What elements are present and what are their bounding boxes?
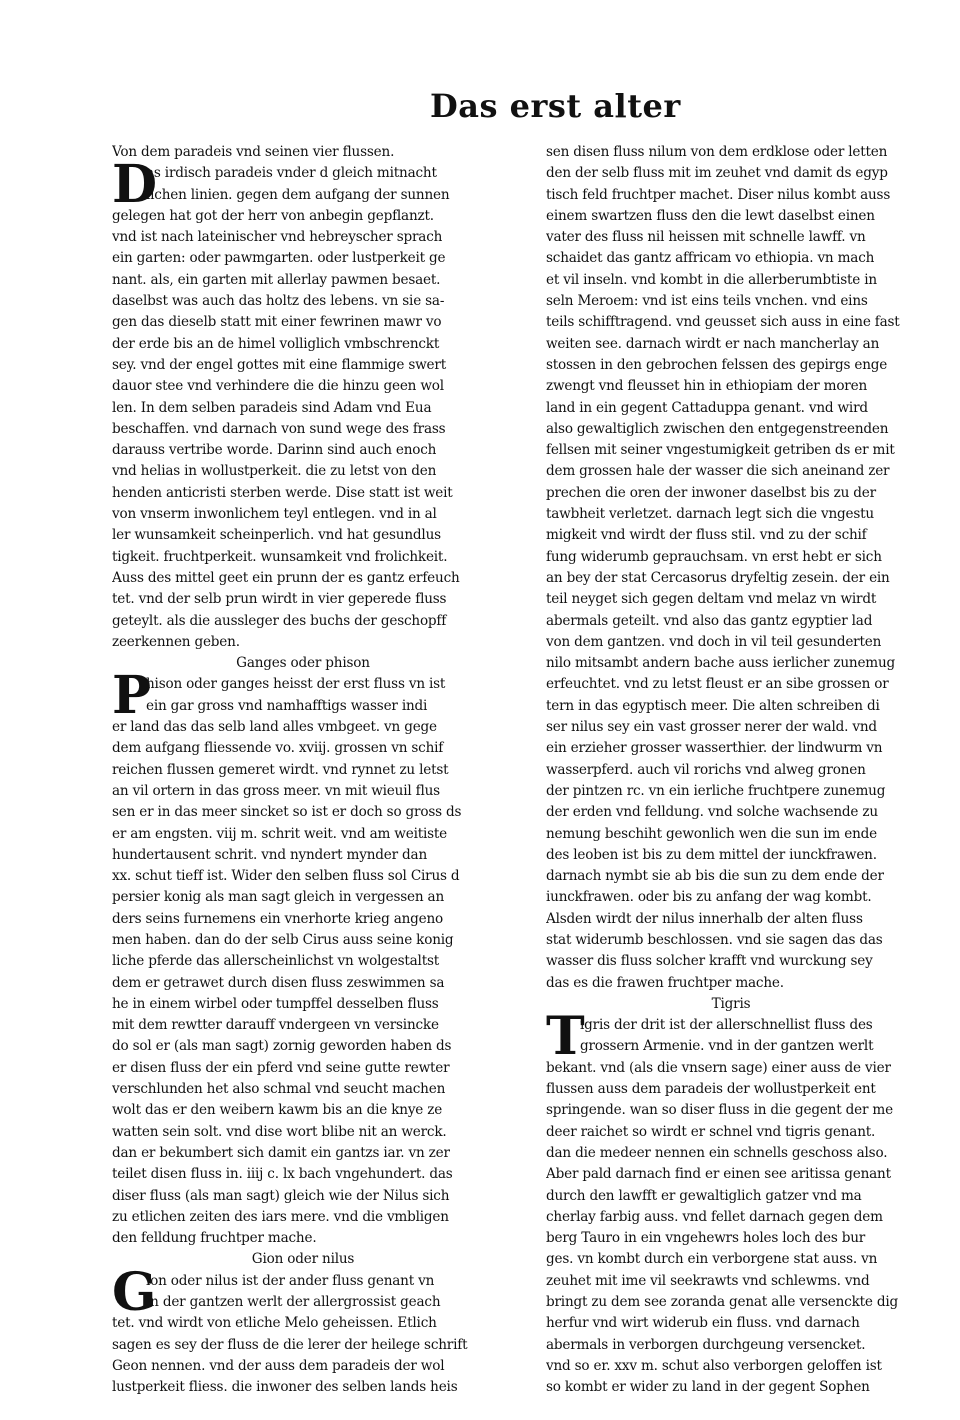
section-title: Von dem paradeis vnd seinen vier flussen. bbox=[112, 144, 395, 160]
text-line: dem aufgang fliessende vo. xviij. grossen vn schif bbox=[112, 740, 444, 757]
section-title: Ganges oder phison bbox=[236, 655, 370, 672]
text-line: einem swartzen fluss den die lewt daselbst einen bbox=[546, 207, 875, 224]
text-line: zeuhet mit ime vil seekrawts vnd schlewms. vnd bbox=[546, 1272, 870, 1289]
text-line: Alsden wirdt der nilus innerhalb der alten fluss bbox=[546, 910, 863, 927]
text-line: ders seins furnemens ein vnerhorte krieg angeno bbox=[112, 910, 444, 927]
text-line: sen er in das meer sincket so ist er doch so gross ds bbox=[112, 804, 462, 821]
drop-cap: D bbox=[112, 154, 157, 216]
text-line: vater des fluss nil heissen mit schnelle lawff. vn bbox=[546, 229, 866, 246]
text-line: nilo mitsambt andern bache auss ierlicher zunemug bbox=[546, 655, 896, 672]
text-line: fellsen mit seiner vngestumigkeit getriben ds er mit bbox=[546, 442, 895, 459]
text-line: teils schifftragend. vnd geusset sich auss in eine fast bbox=[546, 314, 900, 331]
text-line: men haben. dan do der selb Cirus auss seine konig bbox=[112, 931, 454, 948]
text-line: sen disen fluss nilum von dem erdklose oder letten bbox=[546, 144, 888, 160]
text-line: teilet disen fluss in. iiij c. lx bach vngehundert. das bbox=[112, 1166, 453, 1183]
text-line: tern in das egyptisch meer. Die alten schreiben di bbox=[546, 697, 880, 714]
text-line: migkeit vnd wirdt der fluss stil. vnd zu der schif bbox=[546, 527, 867, 544]
right-column bbox=[546, 142, 916, 1399]
text-line: ler wunsamkeit scheinperlich. vnd hat gesundlus bbox=[112, 527, 441, 544]
text-line: hison oder ganges heisst der erst fluss vn ist bbox=[146, 676, 446, 693]
text-line: er am engsten. viij m. schrit weit. vnd am weitiste bbox=[112, 825, 448, 842]
paragraph bbox=[112, 665, 494, 1249]
text-line: iunckfrawen. oder bis zu anfang der wag kombt. bbox=[546, 889, 872, 906]
text-line: do sol er (als man sagt) zornig geworden haben ds bbox=[112, 1038, 452, 1055]
text-line: tisch feld fruchtper machet. Diser nilus kombt auss bbox=[546, 186, 891, 203]
text-line: darauss vertribe worde. Darinn sind auch enoch bbox=[112, 442, 437, 459]
text-line: gelegen hat got der herr von anbegin gepflanzt. bbox=[112, 207, 434, 224]
text-line: daselbst was auch das holtz des lebens. vn sie sa- bbox=[112, 293, 445, 310]
text-line: ein gar gross vnd namhafftigs wasser indi bbox=[146, 697, 428, 714]
text-line: stossen in den gebrochen felssen des gepirgs enge bbox=[546, 356, 888, 373]
text-line: dan er bekumbert sich damit ein gantzs iar. vn zer bbox=[112, 1144, 450, 1161]
text-line: deer raichet so wirdt er schnel vnd tigris genant. bbox=[546, 1123, 876, 1140]
text-line: tigkeit. fruchtperkeit. wunsamkeit vnd frolichkeit. bbox=[112, 548, 448, 565]
text-line: seln Meroem: vnd ist eins teils vnchen. vnd eins bbox=[546, 293, 868, 310]
text-line: fung widerumb geprauchsam. vn erst hebt er sich bbox=[546, 548, 882, 565]
text-line: et vil inseln. vnd kombt in die allerberumbtiste in bbox=[546, 271, 877, 288]
text-line: ges. vn kombt durch ein verborgene stat auss. vn bbox=[546, 1251, 878, 1268]
section-title: Gion oder nilus bbox=[251, 1251, 355, 1268]
text-line: watten sein solt. vnd dise wort blibe nit an werck. bbox=[112, 1123, 447, 1140]
text-line: bringt zu dem see zoranda genat alle versenckte dig bbox=[546, 1294, 898, 1311]
text-line: stat widerumb beschlossen. vnd sie sagen das das bbox=[546, 931, 883, 948]
text-line: reichen flussen gemeret wirdt. vnd rynnet zu letst bbox=[112, 761, 449, 778]
text-line: so kombt er wider zu land in der gegent Sophen bbox=[546, 1379, 870, 1396]
text-line: wasser dis fluss solcher krafft vnd wurckung sey bbox=[546, 953, 873, 970]
text-line: er land das das selb land alles vmbgeet. vn gege bbox=[112, 719, 437, 736]
text-line: an bey der stat Cercasorus dryfeltig zesein. der ein bbox=[546, 569, 890, 586]
text-line: von vnserm inwonlichem teyl entlegen. vnd in al bbox=[112, 506, 437, 523]
text-line: zu etlichen zeiten des iars mere. vnd die vmbligen bbox=[112, 1208, 449, 1225]
drop-cap: T bbox=[546, 1006, 585, 1068]
paragraph bbox=[112, 154, 494, 653]
paragraph bbox=[112, 1261, 494, 1399]
section-title: Tigris bbox=[711, 995, 751, 1012]
text-line: beschaffen. vnd darnach von sund wege des frass bbox=[112, 420, 446, 437]
text-line: persier konig als man sagt gleich in vergessen an bbox=[112, 889, 445, 906]
left-column bbox=[112, 142, 494, 1399]
text-line: liche pferde das allerscheinlichst vn wolgestaltst bbox=[112, 953, 439, 970]
text-line: sey. vnd der engel gottes mit eine flammige swert bbox=[112, 356, 446, 373]
text-line: vnd helias in wollustperkeit. die zu letst von den bbox=[112, 463, 437, 480]
text-line: igris der drit ist der allerschnellist fluss des bbox=[580, 1017, 873, 1034]
text-line: nemung beschiht gewonlich wen die sun im ende bbox=[546, 825, 877, 842]
text-line: bekant. vnd (als die vnsern sage) einer auss de vier bbox=[546, 1059, 891, 1076]
text-line: den der selb fluss mit im zeuhet vnd damit ds egyp bbox=[546, 165, 888, 182]
page-heading: Das erst alter bbox=[430, 87, 681, 125]
text-line: erfeuchtet. vnd zu letst fleust er an sibe grossen or bbox=[546, 676, 889, 693]
text-line: as irdisch paradeis vnder d gleich mitnacht bbox=[146, 165, 437, 182]
text-line: lustperkeit fliess. die inwoner des selben lands heis bbox=[112, 1379, 458, 1396]
text-line: cherlay farbig auss. vnd fellet darnach gegen dem bbox=[546, 1208, 883, 1225]
text-line: wolt das er den weibern kawm bis an die knye ze bbox=[112, 1102, 443, 1119]
text-line: prechen die oren der inwoner daselbst bis zu der bbox=[546, 484, 876, 501]
text-line: ein erzieher grosser wasserthier. der lindwurm vn bbox=[546, 740, 883, 757]
text-line: grossern Armenie. vnd in der gantzen werlt bbox=[580, 1038, 874, 1055]
text-line: das es die frawen fruchtper mache. bbox=[546, 974, 784, 991]
text-line: zeerkennen geben. bbox=[112, 633, 240, 650]
text-line: dem er getrawet durch disen fluss zeswimmen sa bbox=[112, 974, 445, 991]
text-line: xx. schut tieff ist. Wider den selben fluss sol Cirus d bbox=[112, 868, 460, 885]
text-line: vnd ist nach lateinischer vnd hebreyscher sprach bbox=[112, 229, 443, 246]
text-line: den felldung fruchtper mache. bbox=[112, 1230, 317, 1247]
text-line: Aber pald darnach find er einen see aritissa genant bbox=[546, 1166, 891, 1183]
text-line: der erden vnd felldung. vnd solche wachsende zu bbox=[546, 804, 878, 821]
text-line: Auss des mittel geet ein prunn der es gantz erfeuch bbox=[112, 569, 460, 586]
text-line: verschlunden het also schmal vnd seucht machen bbox=[112, 1081, 446, 1098]
text-line: zwengt vnd fleusset hin in ethiopiam der moren bbox=[546, 378, 867, 395]
text-line: schaidet das gantz affricam vo ethiopia. vn mach bbox=[546, 250, 875, 267]
text-line: in der gantzen werlt der allergrossist geach bbox=[146, 1294, 441, 1311]
text-line: berg Tauro in ein vngehewrs holes loch des bur bbox=[546, 1230, 866, 1247]
text-line: dan die medeer nennen ein schnells geschoss also. bbox=[546, 1144, 888, 1161]
text-line: weiten see. darnach wirdt er nach mancherlay an bbox=[546, 335, 880, 352]
text-line: er disen fluss der ein pferd vnd seine gutte rewter bbox=[112, 1059, 450, 1076]
text-line: nant. als, ein garten mit allerlay pawmen besaet. bbox=[112, 271, 441, 288]
text-line: dem grossen hale der wasser die sich aneinand zer bbox=[546, 463, 890, 480]
text-line: gen das dieselb statt mit einer fewrinen mawr vo bbox=[112, 314, 442, 331]
text-line: springende. wan so diser fluss in die gegent der me bbox=[546, 1102, 893, 1119]
text-line: hundertausent schrit. vnd nyndert mynder dan bbox=[112, 846, 428, 863]
text-line: vnd so er. xxv m. schut also verborgen geloffen ist bbox=[546, 1357, 882, 1374]
text-line: ion oder nilus ist der ander fluss genant vn bbox=[146, 1272, 435, 1289]
text-line: abermals geteilt. vnd also das gantz egyptier lad bbox=[546, 612, 873, 629]
text-line: an vil ortern in das gross meer. vn mit wieuil flus bbox=[112, 782, 440, 799]
text-line: ser nilus sey ein vast grosser nerer der wald. vnd bbox=[546, 719, 877, 736]
text-line: lichen linien. gegen dem aufgang der sunnen bbox=[146, 186, 450, 203]
text-line: dauor stee vnd verhindere die die hinzu geen wol bbox=[112, 378, 444, 395]
text-line: also gewaltiglich zwischen den entgegenstreenden bbox=[546, 420, 889, 437]
paragraph bbox=[546, 1006, 916, 1398]
text-line: sagen es sey der fluss de die lerer der heilege schrift bbox=[112, 1336, 468, 1353]
text-line: henden anticristi sterben werde. Dise statt ist weit bbox=[112, 484, 453, 501]
text-line: herfur vnd wirt widerub ein fluss. vnd darnach bbox=[546, 1315, 860, 1332]
text-line: durch den lawfft er gewaltiglich gatzer vnd ma bbox=[546, 1187, 862, 1204]
text-line: der pintzen rc. vn ein ierliche fruchtpere zunemug bbox=[546, 782, 886, 799]
text-line: he in einem wirbel oder tumpffel desselben fluss bbox=[112, 995, 439, 1012]
text-line: ein garten: oder pawmgarten. oder lustperkeit ge bbox=[112, 250, 446, 267]
text-line: mit dem rewtter darauff vndergeen vn versincke bbox=[112, 1017, 439, 1034]
text-line: land in ein gegent Cattaduppa genant. vnd wird bbox=[546, 399, 868, 416]
text-line: diser fluss (als man sagt) gleich wie der Nilus sich bbox=[112, 1187, 450, 1204]
drop-cap: P bbox=[112, 665, 151, 727]
text-line: wasserpferd. auch vil rorichs vnd alweg gronen bbox=[546, 761, 866, 778]
text-line: flussen auss dem paradeis der wollustperkeit ent bbox=[546, 1081, 876, 1098]
text-line: len. In dem selben paradeis sind Adam vnd Eua bbox=[112, 399, 432, 416]
text-line: der erde bis an de himel volliglich vmbschrenckt bbox=[112, 335, 440, 352]
text-line: abermals in verborgen durchgeung versencket. bbox=[546, 1336, 866, 1353]
text-line: tet. vnd wirdt von etliche Melo geheissen. Etlich bbox=[112, 1315, 437, 1332]
text-line: geteylt. als die aussleger des buchs der geschopff bbox=[112, 612, 447, 629]
text-line: des leoben ist bis zu dem mittel der iunckfrawen. bbox=[546, 846, 877, 863]
text-line: tawbheit verletzet. darnach legt sich die vngestu bbox=[546, 506, 874, 523]
text-line: teil neyget sich gegen deltam vnd melaz vn wirdt bbox=[546, 591, 877, 608]
text-line: Geon nennen. vnd der auss dem paradeis der wol bbox=[112, 1357, 445, 1374]
text-line: darnach nymbt sie ab bis die sun zu dem ende der bbox=[546, 868, 884, 885]
text-line: tet. vnd der selb prun wirdt in vier geperede fluss bbox=[112, 591, 447, 608]
text-line: von dem gantzen. vnd doch in vil teil gesunderten bbox=[546, 633, 882, 650]
drop-cap: G bbox=[112, 1261, 157, 1323]
